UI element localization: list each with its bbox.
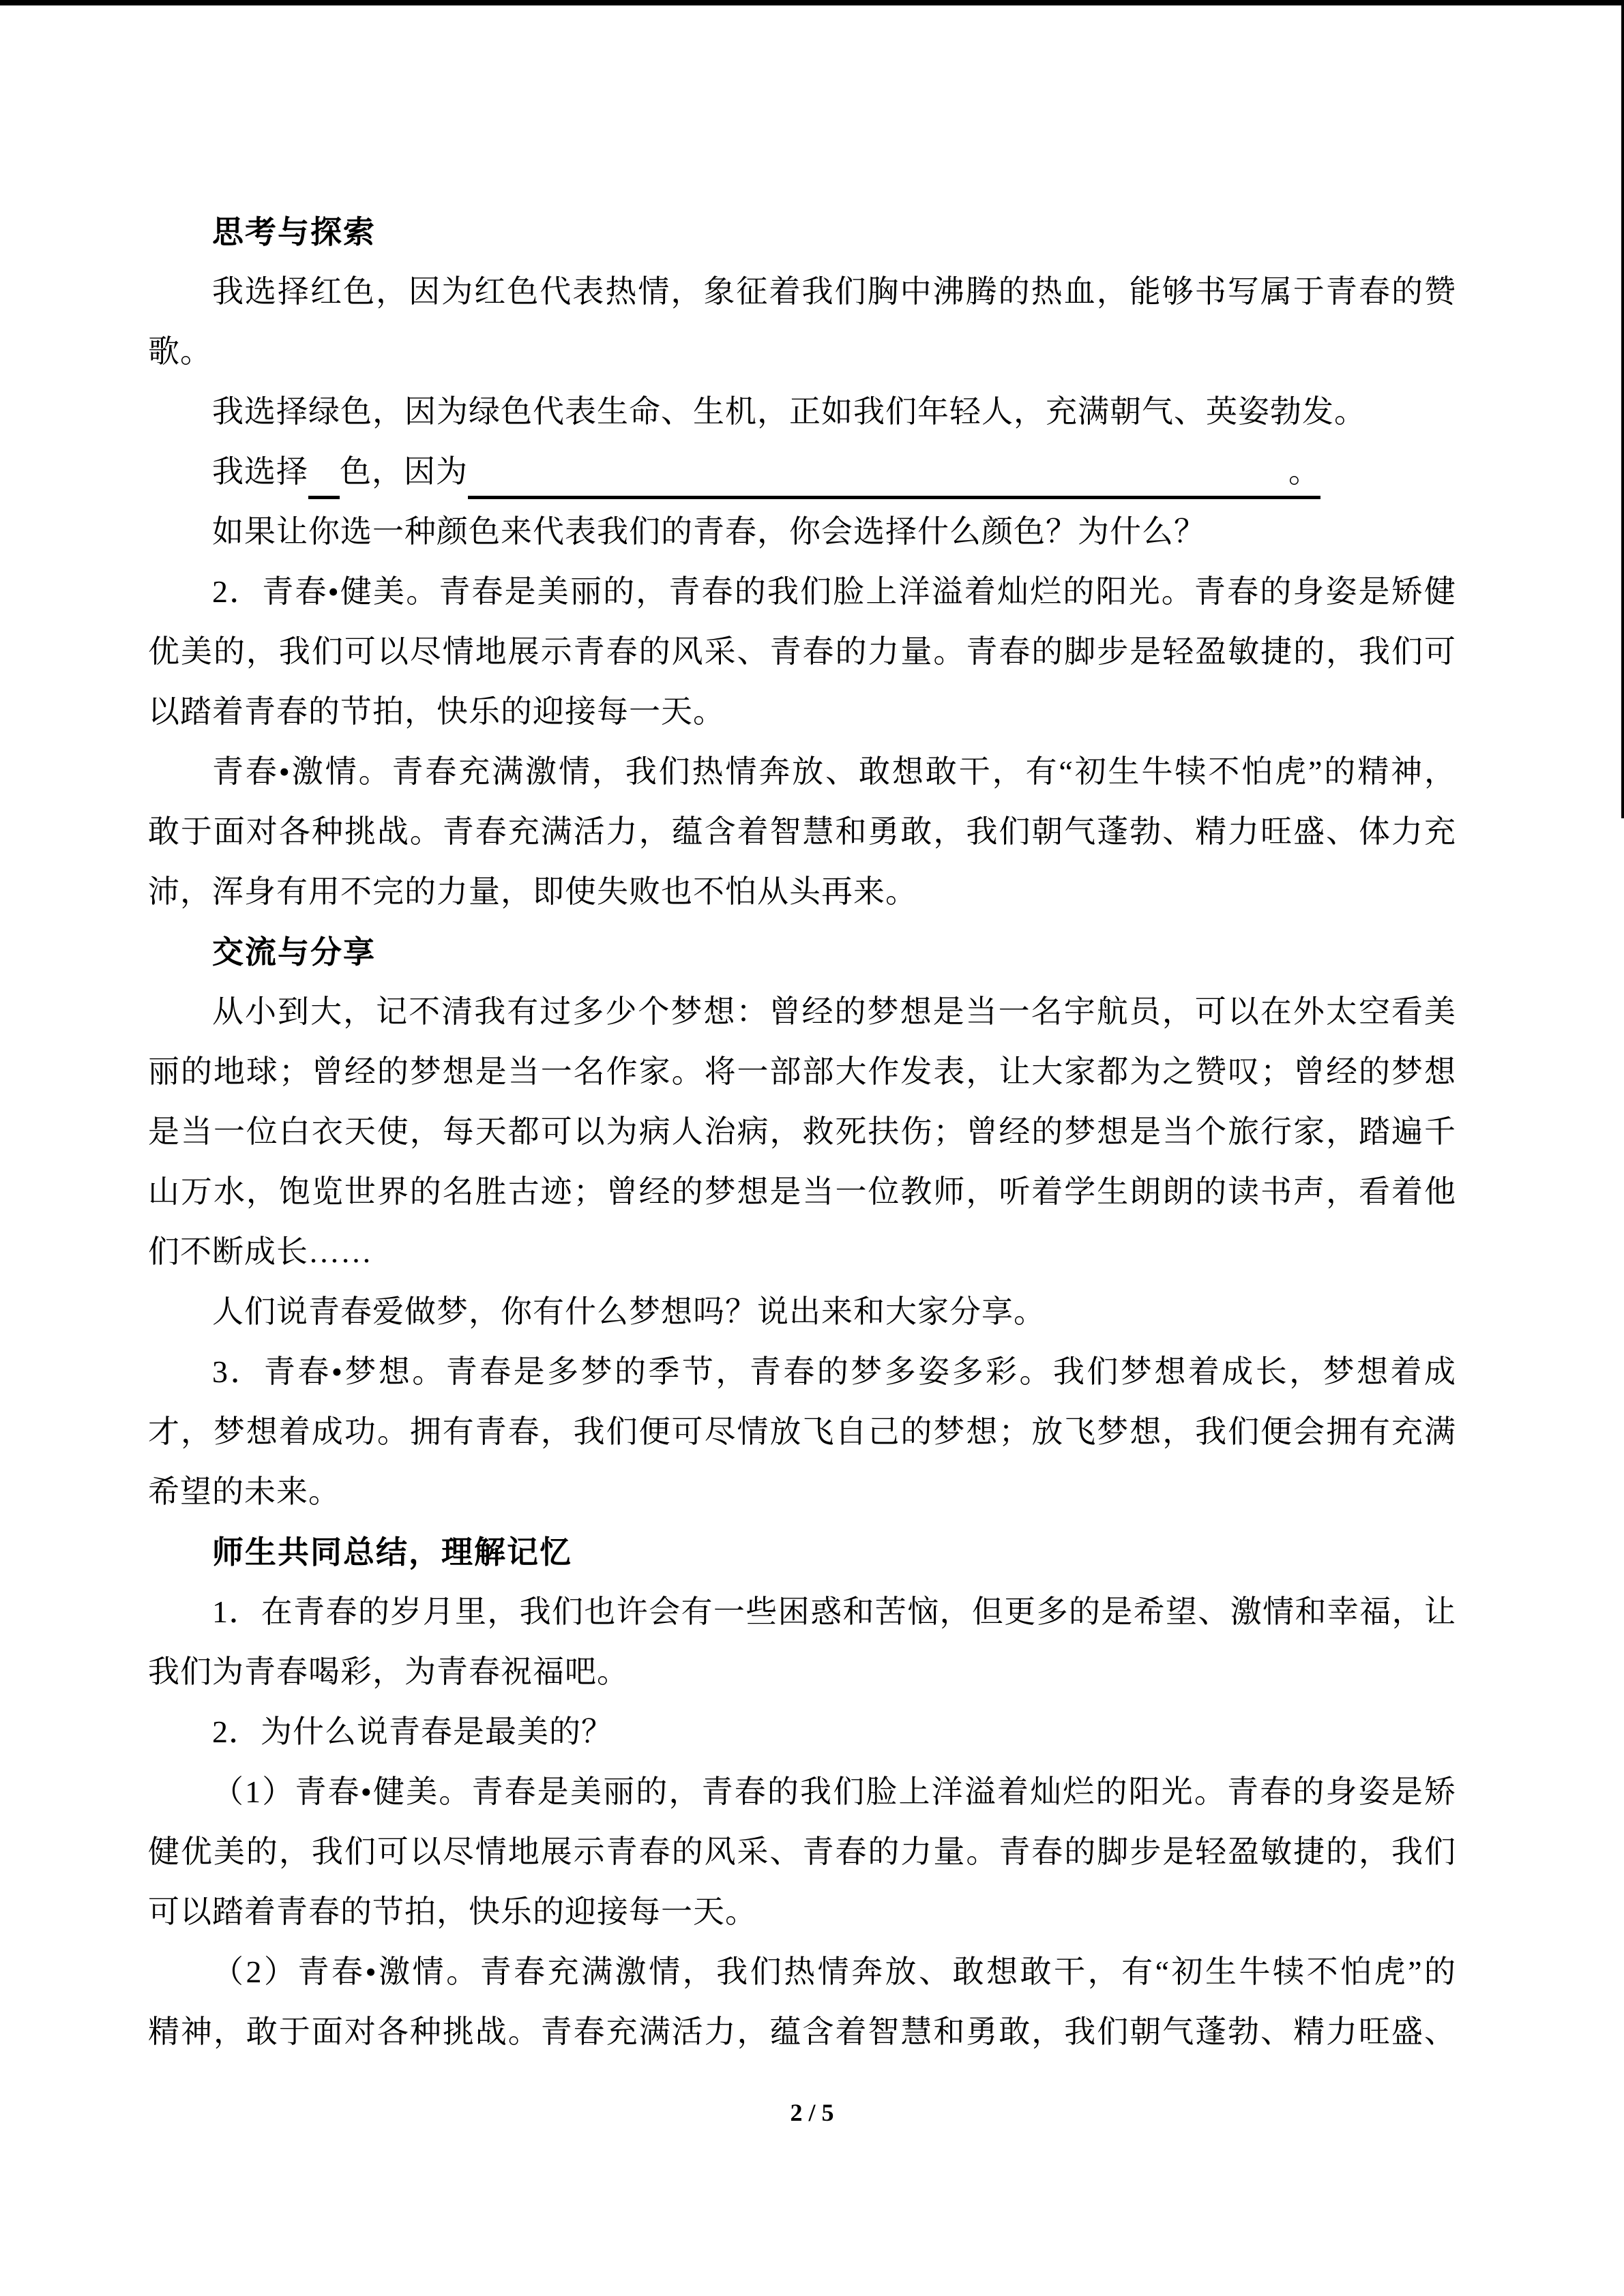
document-lines: [148, 202, 1456, 2062]
text-line: 以踏着青春的节拍，快乐的迎接每一天。: [148, 694, 725, 729]
scan-edge-right: [1621, 0, 1624, 818]
text-line: 如果让你选一种颜色来代表我们的青春，你会选择什么颜色？为什么？: [212, 514, 1206, 549]
text-line: 2．青春•健美。青春是美丽的，青春的我们脸上洋溢着灿烂的阳光。青春的身姿是矫健: [212, 574, 1456, 609]
fill-blank-short[interactable]: [308, 452, 340, 499]
text-line: （1）青春•健美。青春是美丽的，青春的我们脸上洋溢着灿烂的阳光。青春的身姿是矫: [212, 1774, 1456, 1809]
section-heading: 交流与分享: [212, 934, 376, 970]
section-heading: 师生共同总结，理解记忆: [212, 1534, 572, 1570]
text-line: 敢于面对各种挑战。青春充满活力，蕴含着智慧和勇敢，我们朝气蓬勃、精力旺盛、体力充: [148, 814, 1456, 849]
text-line: 人们说青春爱做梦，你有什么梦想吗？说出来和大家分享。: [212, 1294, 1046, 1329]
text-line: 我选择红色，因为红色代表热情，象征着我们胸中沸腾的热血，能够书写属于青春的赞: [212, 274, 1456, 309]
text-line: 我们为青春喝彩，为青春祝福吧。: [148, 1654, 629, 1689]
text-line: 精神，敢于面对各种挑战。青春充满活力，蕴含着智慧和勇敢，我们朝气蓬勃、精力旺盛、: [148, 2014, 1456, 2049]
text-line: 山万水，饱览世界的名胜古迹；曾经的梦想是当一位教师，听着学生朗朗的读书声，看着他: [148, 1174, 1456, 1209]
text-line: 健优美的，我们可以尽情地展示青春的风采、青春的力量。青春的脚步是轻盈敏捷的，我们: [148, 1834, 1456, 1869]
text-line: （2）青春•激情。青春充满激情，我们热情奔放、敢想敢干，有“初生牛犊不怕虎”的: [212, 1954, 1456, 1989]
section-heading: 思考与探索: [212, 214, 376, 250]
text-line: 我选择绿色，因为绿色代表生命、生机，正如我们年轻人，充满朝气、英姿勃发。: [212, 394, 1366, 429]
fill-blank-long[interactable]: 。: [468, 452, 1320, 499]
text-line: 优美的，我们可以尽情地展示青春的风采、青春的力量。青春的脚步是轻盈敏捷的，我们可: [148, 634, 1456, 669]
fill-in-line: [148, 442, 1456, 502]
text-line: 可以踏着青春的节拍，快乐的迎接每一天。: [148, 1894, 757, 1929]
text-line: 沛，浑身有用不完的力量，即使失败也不怕从头再来。: [148, 874, 917, 909]
text-line: 2．为什么说青春是最美的？: [212, 1714, 613, 1749]
text-line: 3．青春•梦想。青春是多梦的季节，青春的梦多姿多彩。我们梦想着成长，梦想着成: [212, 1354, 1456, 1389]
fill-pre-text: 我选择: [212, 454, 308, 489]
text-line: 从小到大，记不清我有过多少个梦想：曾经的梦想是当一名宇航员，可以在外太空看美: [212, 994, 1456, 1029]
text-line: 歌。: [148, 334, 212, 369]
text-line: 青春•激情。青春充满激情，我们热情奔放、敢想敢干，有“初生牛犊不怕虎”的精神，: [212, 754, 1456, 789]
page-number: 2 / 5: [790, 2099, 834, 2126]
text-line: 希望的未来。: [148, 1474, 340, 1509]
scan-edge-top: [0, 0, 1624, 5]
text-line: 才，梦想着成功。拥有青春，我们便可尽情放飞自己的梦想；放飞梦想，我们便会拥有充满: [148, 1414, 1456, 1449]
text-line: 丽的地球；曾经的梦想是当一名作家。将一部部大作发表，让大家都为之赞叹；曾经的梦想: [148, 1054, 1456, 1089]
fill-mid-text: 色，因为: [340, 454, 468, 489]
text-line: 1．在青春的岁月里，我们也许会有一些困惑和苦恼，但更多的是希望、激情和幸福，让: [212, 1594, 1456, 1629]
text-line: 是当一位白衣天使，每天都可以为病人治病，救死扶伤；曾经的梦想是当个旅行家，踏遍千: [148, 1114, 1456, 1149]
text-line: 们不断成长……: [148, 1234, 372, 1269]
